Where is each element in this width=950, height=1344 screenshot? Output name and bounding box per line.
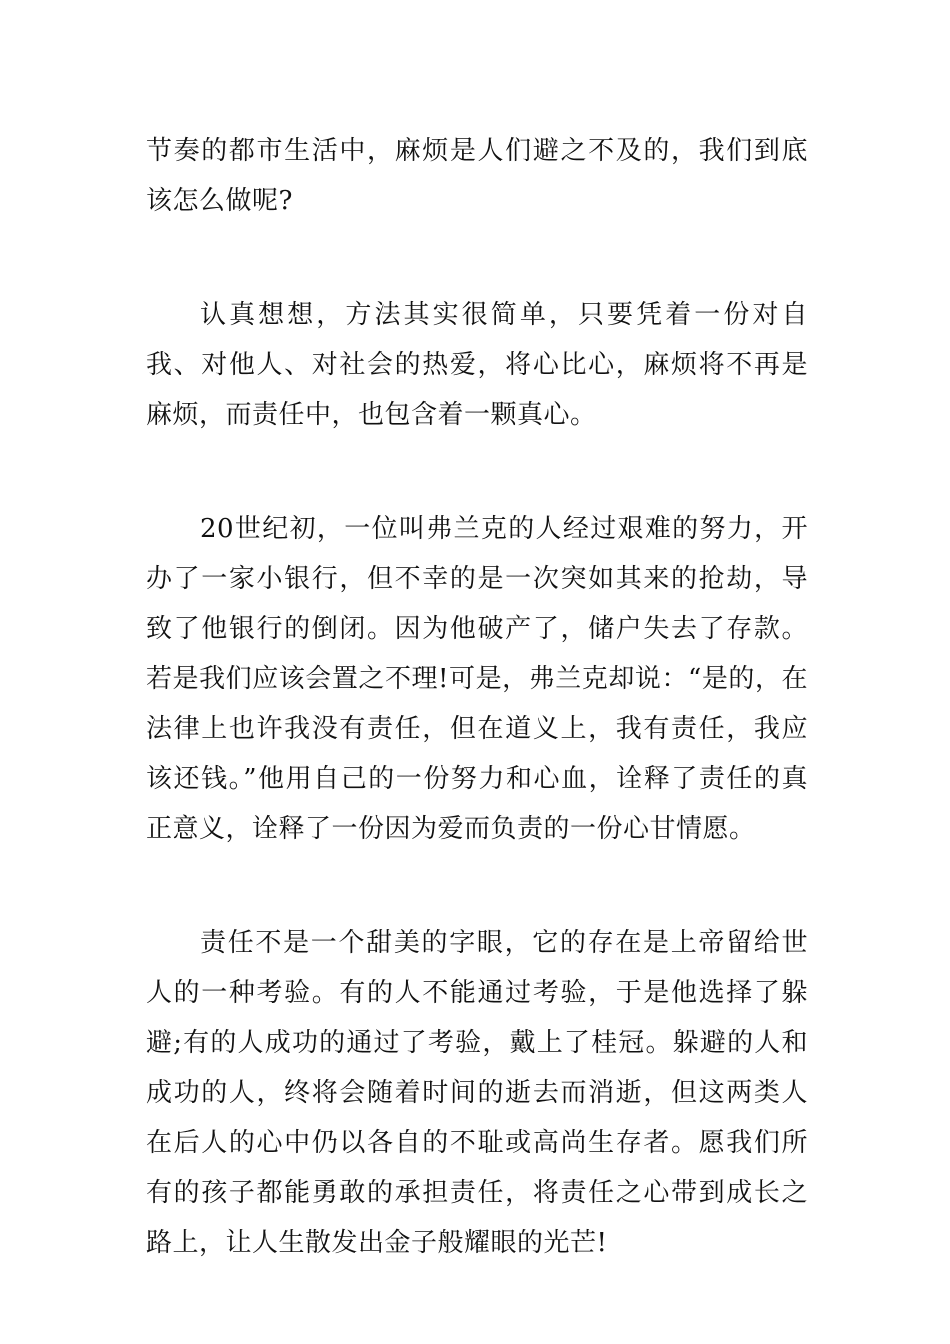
paragraph-2: 认真想想，方法其实很简单，只要凭着一份对自我、对他人、对社会的热爱，将心比心，麻烦将不再是麻烦，而责任中，也包含着一颗真心。 xyxy=(146,300,808,430)
document-page xyxy=(146,126,808,1268)
paragraph-gap xyxy=(146,854,808,918)
paragraph-3: 20世纪初，一位叫弗兰克的人经过艰难的努力，开办了一家小银行，但不幸的是一次突如其来的抢劫，导致了他银行的倒闭。因为他破产了，储户失去了存款。若是我们应该会置之不理!可是，弗兰克却说：“是的，在法律上也许我没有责任，但在道义上，我有责任，我应该还钱。”他用自己的一份努力和心血，诠释了责任的真正意义，诠释了一份因为爱而负责的一份心甘情愿。 xyxy=(146,514,808,844)
paragraph-gap xyxy=(146,226,808,290)
paragraph-4: 责任不是一个甜美的字眼，它的存在是上帝留给世人的一种考验。有的人不能通过考验，于是他选择了躲避;有的人成功的通过了考验，戴上了桂冠。躲避的人和成功的人，终将会随着时间的逝去而消逝，但这两类人在后人的心中仍以各自的不耻或高尚生存者。愿我们所有的孩子都能勇敢的承担责任，将责任之心带到成长之路上，让人生散发出金子般耀眼的光芒! xyxy=(146,928,808,1258)
paragraph-gap xyxy=(146,440,808,504)
paragraph-1: 节奏的都市生活中，麻烦是人们避之不及的，我们到底该怎么做呢? xyxy=(146,136,808,216)
